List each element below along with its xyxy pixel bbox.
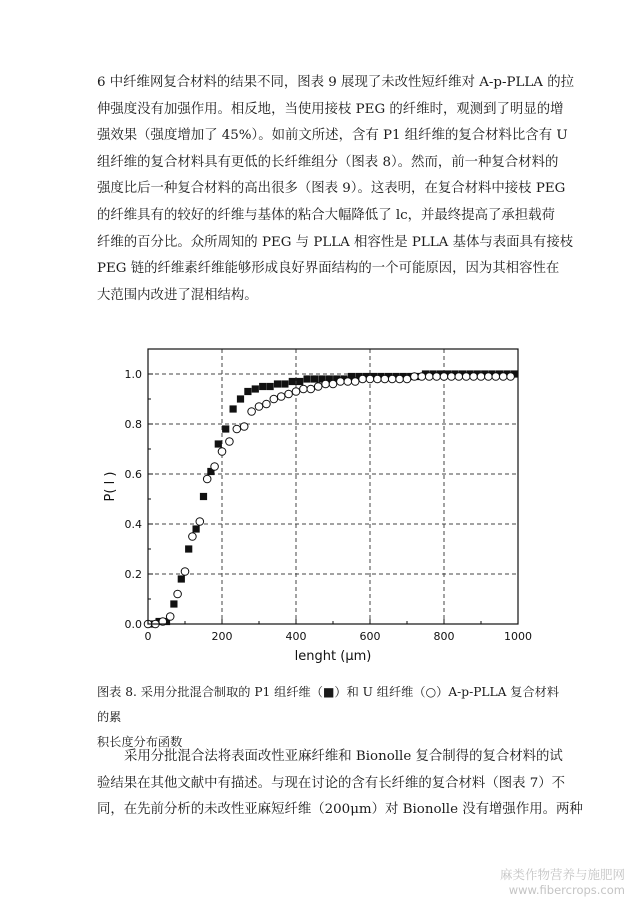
grid — [148, 349, 518, 624]
circle-point — [277, 393, 285, 401]
circle-point — [507, 373, 515, 381]
text-line: 验结果在其他文献中有描述。与现在讨论的含有长纤维的复合材料（图表 7）不 — [97, 775, 566, 791]
circle-point — [433, 373, 441, 381]
circle-point — [248, 408, 256, 416]
watermark-site-name: 麻类作物营养与施肥网 — [499, 867, 625, 882]
text-line: 强效果（强度增加了 45%）。如前文所述，含有 P1 组纤维的复合材料比含有 U — [97, 128, 568, 144]
square-point — [193, 525, 200, 532]
square-point — [304, 375, 311, 382]
text-line: 大范围内改进了混相结构。 — [97, 287, 258, 303]
circle-point — [381, 375, 389, 383]
square-point — [281, 380, 288, 387]
circle-point — [448, 373, 456, 381]
text-line: 采用分批混合法将表面改性亚麻纤维和 Bionolle 复合制得的复合材料的试 — [124, 749, 563, 764]
square-point — [222, 425, 229, 432]
x-tick-label: 0 — [144, 630, 152, 643]
y-tick-label: 0.6 — [124, 468, 142, 481]
circle-point — [440, 373, 448, 381]
caption-line: 积长度分布函数 — [97, 735, 183, 749]
circle-point — [477, 373, 485, 381]
text-line: 纤维的百分比。众所周知的 PEG 与 PLLA 相容性是 PLLA 基体与表面具有接枝 — [97, 234, 574, 250]
circle-point — [233, 425, 241, 433]
axis-ticks — [125, 349, 533, 643]
circle-point — [300, 385, 308, 393]
text-line: 同，在先前分析的未改性亚麻短纤维（200μm）对 Bionolle 没有增强作用。两种 — [97, 802, 583, 818]
text-line: 组纤维的复合材料具有更低的长纤维组分（图表 8）。然而，前一种复合材料的 — [97, 154, 559, 170]
circle-point — [403, 375, 411, 383]
y-tick-label: 0.8 — [124, 418, 142, 431]
x-tick-label: 600 — [359, 630, 381, 643]
data-points — [144, 370, 518, 627]
circle-point — [314, 383, 322, 391]
circle-point — [292, 388, 300, 396]
square-point — [274, 380, 281, 387]
square-point — [178, 575, 185, 582]
circle-point — [359, 375, 367, 383]
text-line: PEG 链的纤维素纤维能够形成良好界面结构的一个可能原因，因为其相容性在 — [97, 261, 560, 277]
square-point — [185, 545, 192, 552]
square-point — [296, 378, 303, 385]
square-point — [267, 383, 274, 390]
square-point — [259, 383, 266, 390]
circle-point — [499, 373, 507, 381]
cumulative-length-chart — [96, 337, 541, 667]
circle-point — [166, 613, 174, 621]
circle-point — [211, 463, 219, 471]
square-point — [237, 395, 244, 402]
y-tick-label: 0.4 — [124, 518, 142, 531]
circle-point — [226, 438, 234, 446]
circle-point — [470, 373, 478, 381]
watermark — [500, 865, 625, 897]
circle-point — [388, 375, 396, 383]
circle-point — [329, 380, 337, 388]
circle-point — [492, 373, 500, 381]
circle-point — [374, 375, 382, 383]
circle-point — [344, 378, 352, 386]
body-paragraph-2 — [97, 744, 583, 824]
caption-line: 图表 8. 采用分批混合制取的 P1 组纤维（■）和 U 组纤维（○）A-p-PLLA 复合材料的累 — [97, 685, 560, 724]
circle-point — [396, 375, 404, 383]
y-tick-label: 0.0 — [124, 618, 142, 631]
y-axis-label: P( l ) — [103, 471, 118, 502]
circle-point — [366, 375, 374, 383]
circle-point — [337, 378, 345, 386]
x-tick-label: 400 — [285, 630, 307, 643]
text-line: 6 中纤维网复合材料的结果不同，图表 9 展现了未改性短纤维对 A-p-PLLA 的拉 — [97, 75, 575, 90]
square-point — [252, 385, 259, 392]
x-tick-label: 1000 — [504, 630, 532, 643]
text-line: 的纤维具有的较好的纤维与基体的粘合大幅降低了 lc，并最终提高了承担载荷 — [97, 207, 555, 223]
square-point — [170, 600, 177, 607]
text-line: 伸强度没有加强作用。相反地，当使用接枝 PEG 的纤维时，观测到了明显的增 — [97, 101, 564, 117]
circle-point — [196, 518, 204, 526]
circle-point — [455, 373, 463, 381]
body-paragraph-1 — [97, 70, 575, 309]
circle-point — [189, 533, 197, 541]
circle-point — [322, 380, 330, 388]
circle-point — [411, 373, 419, 381]
circle-point — [218, 448, 226, 456]
circle-point — [270, 395, 278, 403]
circle-point — [462, 373, 470, 381]
circle-point — [263, 400, 271, 408]
circle-point — [181, 568, 189, 576]
square-point — [289, 378, 296, 385]
circle-point — [285, 390, 293, 398]
y-tick-label: 0.2 — [124, 568, 142, 581]
circle-point — [425, 373, 433, 381]
plot-frame — [148, 349, 518, 624]
square-point — [244, 388, 251, 395]
text-line: 强度比后一种复合材料的高出很多（图表 9）。这表明，在复合材料中接枝 PEG — [97, 181, 566, 197]
circle-point — [418, 373, 426, 381]
watermark-url: www.fibercrops.com — [508, 883, 625, 897]
x-tick-label: 200 — [211, 630, 233, 643]
circle-point — [240, 423, 248, 431]
circle-point — [485, 373, 493, 381]
circle-point — [307, 385, 315, 393]
square-point — [200, 493, 207, 500]
circle-point — [255, 403, 263, 411]
circle-point — [351, 378, 359, 386]
circle-point — [174, 590, 182, 598]
circle-point — [203, 475, 211, 483]
x-tick-label: 800 — [433, 630, 455, 643]
y-tick-label: 1.0 — [124, 368, 142, 381]
square-point — [311, 375, 318, 382]
square-point — [215, 440, 222, 447]
square-point — [230, 405, 237, 412]
x-axis-label: lenght (μm) — [294, 649, 372, 664]
